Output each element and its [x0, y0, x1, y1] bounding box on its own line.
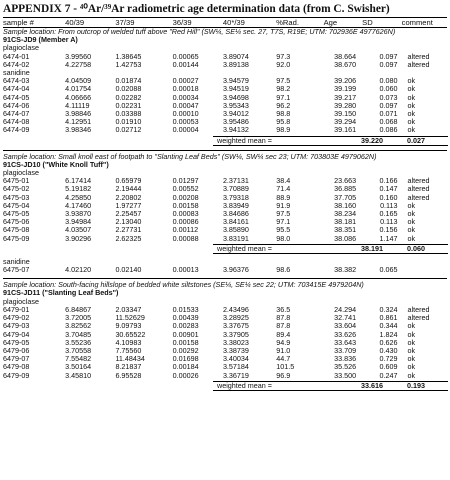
cell-ratio-36-39: 0.00053 — [172, 117, 199, 127]
sample-id: 91CS-JD9 (Member A) — [3, 35, 78, 45]
cell-sample: 6474-05 — [3, 92, 30, 102]
cell-pct-rad: 97.3 — [276, 51, 291, 61]
cell-pct-rad: 95.8 — [276, 117, 291, 127]
cell-ratio-40star-39: 2.43496 — [222, 304, 249, 314]
cell-ratio-40star-39: 3.83949 — [222, 200, 249, 210]
cell-age: 39.217 — [334, 92, 357, 102]
cell-ratio-37-39: 30.65522 — [115, 329, 146, 339]
cell-ratio-36-39: 0.00026 — [172, 370, 199, 380]
cell-sd: 0.097 — [379, 59, 398, 69]
cell-ratio-40-39: 3.82562 — [65, 321, 92, 331]
cell-pct-rad: 38.4 — [276, 176, 291, 186]
cell-pct-rad: 36.5 — [276, 304, 291, 314]
cell-comment: ok — [407, 84, 416, 94]
cell-ratio-40-39: 4.12951 — [65, 117, 92, 127]
cell-ratio-40star-39: 3.94698 — [222, 92, 249, 102]
cell-ratio-40-39: 3.98846 — [65, 109, 92, 119]
cell-age: 33.604 — [334, 321, 357, 331]
cell-ratio-37-39: 0.02712 — [115, 125, 142, 135]
cell-ratio-37-39: 1.38645 — [115, 51, 142, 61]
mineral-label: plagioclase — [3, 43, 39, 53]
cell-pct-rad: 101.5 — [276, 362, 295, 372]
cell-ratio-37-39: 11.52629 — [115, 313, 145, 323]
cell-sample: 6475-09 — [3, 233, 30, 243]
cell-sample: 6475-02 — [3, 184, 30, 194]
cell-ratio-36-39: 0.00065 — [172, 51, 199, 61]
cell-ratio-40-39: 3.94984 — [65, 217, 92, 227]
cell-ratio-36-39: 0.00018 — [172, 84, 199, 94]
cell-ratio-40star-39: 3.96376 — [222, 265, 249, 275]
weighted-mean-label: weighted mean = — [217, 135, 272, 145]
col-header-37-39: 37/39 — [115, 18, 135, 27]
cell-sd: 0.344 — [379, 321, 398, 331]
cell-comment: ok — [407, 217, 416, 227]
col-header-36-39: 36/39 — [172, 18, 192, 27]
cell-age: 38.382 — [334, 265, 357, 275]
cell-pct-rad: 44.7 — [276, 354, 291, 364]
cell-sd: 0.729 — [379, 354, 398, 364]
cell-age: 36.885 — [334, 184, 357, 194]
table-row — [3, 372, 447, 380]
weighted-mean-age: 39.220 — [361, 135, 383, 145]
cell-pct-rad: 98.6 — [276, 265, 291, 275]
cell-ratio-40star-39: 3.89074 — [222, 51, 249, 61]
cell-pct-rad: 96.2 — [276, 100, 291, 110]
cell-sample: 6479-07 — [3, 354, 30, 364]
cell-age: 32.741 — [334, 313, 357, 323]
cell-ratio-36-39: 0.00027 — [172, 76, 199, 86]
cell-ratio-37-39: 6.95528 — [115, 370, 142, 380]
sample-location: Sample location: From outcrop of welded tuff above "Red Hill" (SW¼, SE¼ sec. 27, T7S, R19E; UTM: 702936E 4977626N) — [3, 28, 396, 36]
cell-ratio-36-39: 0.00086 — [172, 217, 199, 227]
mineral-label: plagioclase — [3, 296, 39, 306]
weighted-mean-age: 33.616 — [361, 380, 383, 390]
cell-ratio-40-39: 3.50164 — [65, 362, 92, 372]
cell-sample: 6475-04 — [3, 200, 30, 210]
cell-ratio-40star-39: 3.36719 — [222, 370, 249, 380]
cell-sd: 0.166 — [379, 176, 398, 186]
cell-ratio-37-39: 2.27731 — [115, 225, 142, 235]
cell-sd: 0.086 — [379, 125, 398, 135]
cell-ratio-40-39: 4.11119 — [65, 100, 90, 110]
cell-sample: 6474-02 — [3, 59, 30, 69]
cell-ratio-40-39: 4.22758 — [65, 59, 92, 69]
cell-sd: 0.165 — [379, 209, 398, 219]
cell-sd: 0.247 — [379, 370, 398, 380]
cell-sample: 6475-05 — [3, 209, 30, 219]
cell-sd: 0.160 — [379, 192, 398, 202]
col-header-age: Age — [323, 18, 338, 27]
cell-ratio-36-39: 0.00004 — [172, 125, 199, 135]
cell-ratio-36-39: 0.00283 — [172, 321, 199, 331]
cell-sample: 6474-03 — [3, 76, 30, 86]
cell-pct-rad: 98.2 — [276, 84, 291, 94]
cell-sd: 0.068 — [379, 117, 398, 127]
cell-age: 38.160 — [334, 200, 357, 210]
cell-pct-rad: 97.1 — [276, 217, 291, 227]
cell-pct-rad: 94.9 — [276, 337, 291, 347]
cell-pct-rad: 92.0 — [276, 59, 291, 69]
cell-sample: 6475-08 — [3, 225, 30, 235]
table-row — [3, 235, 447, 243]
cell-ratio-37-39: 1.97277 — [115, 200, 142, 210]
col-header-40-39: 40/39 — [65, 18, 85, 27]
cell-ratio-37-39: 4.10983 — [115, 337, 142, 347]
cell-comment: ok — [407, 109, 416, 119]
cell-ratio-36-39: 0.00112 — [172, 225, 199, 235]
cell-ratio-40-39: 4.02120 — [65, 265, 92, 275]
cell-ratio-40star-39: 3.40034 — [222, 354, 249, 364]
cell-sd: 0.065 — [379, 265, 398, 275]
cell-ratio-36-39: 0.00047 — [172, 100, 199, 110]
cell-sd: 0.073 — [379, 92, 398, 102]
cell-age: 39.199 — [334, 84, 357, 94]
cell-sample: 6475-07 — [3, 265, 30, 275]
table-row — [3, 126, 447, 134]
cell-ratio-36-39: 0.00088 — [172, 233, 199, 243]
cell-ratio-40star-39: 3.84161 — [222, 217, 249, 227]
cell-ratio-40star-39: 3.94132 — [222, 125, 249, 135]
cell-sd: 0.147 — [379, 184, 398, 194]
cell-pct-rad: 97.1 — [276, 92, 291, 102]
cell-comment — [398, 266, 447, 274]
cell-comment: altered — [407, 184, 430, 194]
cell-ratio-36-39: 0.00010 — [172, 109, 199, 119]
sample-location: Sample location: South-facing hillslope of bedded white siltstones (SE¼, SE¼ sec 22; UTM: 703415E 4979204N) — [3, 281, 364, 290]
cell-comment: ok — [407, 329, 416, 339]
cell-sd: 0.113 — [380, 217, 398, 227]
cell-age: 37.705 — [334, 192, 357, 202]
weighted-mean-age: 38.191 — [361, 243, 383, 253]
cell-ratio-37-39: 0.02088 — [115, 84, 142, 94]
weighted-mean-label: weighted mean = — [217, 380, 272, 390]
cell-ratio-37-39: 0.03388 — [115, 109, 142, 119]
cell-ratio-37-39: 2.25457 — [115, 209, 142, 219]
page-title: APPENDIX 7 - ⁴⁰Ar/³⁹Ar radiometric age determination data (from C. Swisher) — [3, 3, 390, 15]
cell-age: 33.643 — [334, 337, 357, 347]
cell-comment: ok — [407, 233, 416, 243]
cell-ratio-40star-39: 3.79318 — [222, 192, 249, 202]
cell-sample: 6479-02 — [3, 313, 30, 323]
cell-comment: ok — [407, 209, 416, 219]
cell-ratio-40star-39: 3.37905 — [222, 329, 249, 339]
cell-ratio-40star-39: 3.84686 — [222, 209, 249, 219]
cell-comment: ok — [407, 100, 416, 110]
weighted-mean-sd: 0.027 — [407, 135, 425, 145]
cell-pct-rad: 87.8 — [276, 313, 291, 323]
cell-sd: 0.097 — [379, 100, 398, 110]
cell-sd: 0.626 — [379, 337, 398, 347]
cell-sd: 0.430 — [379, 345, 398, 355]
cell-ratio-36-39: 0.00013 — [172, 265, 199, 275]
cell-age: 38.664 — [334, 51, 357, 61]
cell-ratio-36-39: 0.00901 — [172, 329, 199, 339]
cell-ratio-37-39: 1.42753 — [115, 59, 142, 69]
sample-id: 91CS-JD11 ("Slanting Leaf Beds") — [3, 288, 119, 298]
cell-pct-rad: 97.5 — [276, 76, 291, 86]
col-header-rad: %Rad. — [276, 18, 299, 27]
cell-ratio-37-39: 2.13040 — [115, 217, 142, 227]
mineral-label: sanidine — [3, 68, 30, 78]
cell-ratio-40-39: 4.03507 — [65, 225, 92, 235]
cell-sample: 6474-06 — [3, 100, 30, 110]
cell-ratio-40-39: 6.84867 — [65, 304, 92, 314]
cell-ratio-37-39: 0.02231 — [115, 100, 142, 110]
cell-ratio-40star-39: 3.95486 — [222, 117, 249, 127]
cell-ratio-37-39: 2.62325 — [115, 233, 142, 243]
cell-age: 39.206 — [334, 76, 357, 86]
cell-comment: ok — [407, 200, 416, 210]
col-header-40star-39: 40*/39 — [222, 18, 245, 27]
cell-ratio-40-39: 4.04509 — [65, 76, 92, 86]
cell-sample: 6474-01 — [3, 51, 30, 61]
cell-sample: 6479-06 — [3, 345, 30, 355]
cell-age: 38.086 — [334, 233, 357, 243]
cell-comment: ok — [407, 92, 416, 102]
cell-ratio-40star-39: 3.94519 — [222, 84, 249, 94]
cell-age: 35.526 — [334, 362, 357, 372]
cell-sd: 0.060 — [379, 84, 398, 94]
cell-comment: altered — [407, 176, 430, 186]
cell-sample: 6474-08 — [3, 117, 30, 127]
cell-ratio-36-39: 0.00552 — [172, 184, 199, 194]
cell-ratio-36-39: 0.00439 — [172, 313, 199, 323]
weighted-mean-sd: 0.193 — [407, 380, 425, 390]
cell-pct-rad: 71.4 — [276, 184, 291, 194]
cell-ratio-40-39: 4.06666 — [65, 92, 92, 102]
cell-sample: 6475-03 — [3, 192, 30, 202]
cell-ratio-36-39: 0.00083 — [172, 209, 199, 219]
cell-sd: 1.147 — [379, 233, 398, 243]
cell-ratio-40star-39: 3.57184 — [222, 362, 249, 372]
cell-ratio-37-39: 0.02282 — [115, 92, 142, 102]
cell-sample: 6474-07 — [3, 109, 30, 119]
cell-comment: ok — [407, 125, 416, 135]
cell-ratio-36-39: 0.01698 — [172, 354, 199, 364]
cell-comment: ok — [407, 354, 416, 364]
cell-ratio-40-39: 6.17414 — [65, 176, 92, 186]
cell-ratio-37-39: 7.75560 — [115, 345, 142, 355]
cell-sd: 0.080 — [379, 76, 398, 86]
cell-sample: 6474-09 — [3, 125, 30, 135]
cell-ratio-37-39: 0.65979 — [115, 176, 142, 186]
mineral-label: plagioclase — [3, 168, 39, 178]
cell-pct-rad: 98.0 — [276, 233, 291, 243]
cell-age: 38.181 — [334, 217, 357, 227]
cell-ratio-40star-39: 3.83191 — [222, 233, 249, 243]
cell-sample: 6479-08 — [3, 362, 30, 372]
cell-sample: 6475-06 — [3, 217, 30, 227]
cell-pct-rad: 87.8 — [276, 321, 291, 331]
cell-ratio-40-39: 3.70558 — [65, 345, 92, 355]
cell-age: 38.351 — [334, 225, 357, 235]
cell-ratio-40-39: 4.17460 — [65, 200, 92, 210]
cell-ratio-36-39: 0.01297 — [172, 176, 199, 186]
cell-pct-rad: 95.5 — [276, 225, 291, 235]
cell-ratio-36-39: 0.00184 — [172, 362, 199, 372]
sample-section — [3, 278, 447, 390]
mineral-label: sanidine — [3, 256, 30, 266]
cell-ratio-40-39: 3.70485 — [65, 329, 92, 339]
cell-age: 38.670 — [334, 59, 357, 69]
cell-ratio-40star-39: 3.85890 — [222, 225, 249, 235]
cell-age: 33.709 — [334, 345, 357, 355]
cell-pct-rad: 88.9 — [276, 192, 291, 202]
weighted-mean-row — [3, 136, 447, 146]
table-row — [3, 61, 447, 69]
cell-pct-rad: 98.9 — [276, 125, 291, 135]
cell-ratio-40-39: 3.98346 — [65, 125, 92, 135]
cell-comment: ok — [407, 362, 416, 372]
cell-ratio-37-39: 11.48434 — [115, 354, 145, 364]
cell-age: 39.161 — [334, 125, 357, 135]
col-header-sample: sample # — [3, 18, 34, 27]
cell-comment: ok — [407, 370, 416, 380]
sample-section — [3, 28, 447, 146]
cell-ratio-40star-39: 3.28925 — [222, 313, 249, 323]
cell-sd: 1.824 — [379, 329, 398, 339]
cell-sample: 6479-04 — [3, 329, 30, 339]
sample-section — [3, 150, 447, 275]
cell-comment: altered — [407, 192, 430, 202]
cell-ratio-37-39: 0.01874 — [115, 76, 142, 86]
cell-ratio-40-39: 3.45810 — [65, 370, 92, 380]
cell-pct-rad: 91.0 — [276, 345, 291, 355]
cell-ratio-37-39: 8.21837 — [115, 362, 142, 372]
cell-ratio-40star-39: 3.38023 — [222, 337, 249, 347]
cell-sample: 6479-05 — [3, 337, 30, 347]
cell-age: 24.294 — [334, 304, 357, 314]
cell-pct-rad: 96.9 — [276, 370, 291, 380]
cell-ratio-40star-39: 2.37131 — [222, 176, 249, 186]
weighted-mean-row — [3, 244, 447, 254]
cell-ratio-40star-39: 3.95343 — [222, 100, 249, 110]
cell-ratio-37-39: 9.09793 — [115, 321, 142, 331]
cell-ratio-36-39: 0.00158 — [172, 200, 199, 210]
cell-sample: 6474-04 — [3, 84, 30, 94]
cell-pct-rad: 91.9 — [276, 200, 291, 210]
table-body — [3, 28, 447, 391]
cell-pct-rad: 98.8 — [276, 109, 291, 119]
cell-sd: 0.097 — [379, 51, 398, 61]
weighted-mean-row — [3, 381, 447, 391]
cell-comment: ok — [407, 337, 416, 347]
cell-comment: altered — [407, 304, 430, 314]
cell-ratio-40star-39: 3.38739 — [222, 345, 249, 355]
cell-age: 39.280 — [334, 100, 357, 110]
cell-sample: 6475-01 — [3, 176, 30, 186]
cell-pct-rad: 89.4 — [276, 329, 291, 339]
cell-ratio-40star-39: 3.70889 — [222, 184, 249, 194]
cell-comment: altered — [407, 51, 430, 61]
cell-age: 39.294 — [334, 117, 357, 127]
cell-ratio-40-39: 3.55236 — [65, 337, 92, 347]
cell-ratio-37-39: 2.03347 — [115, 304, 142, 314]
cell-ratio-36-39: 0.00158 — [172, 337, 199, 347]
cell-comment: ok — [407, 76, 416, 86]
cell-age: 39.150 — [334, 109, 357, 119]
cell-sd: 0.324 — [379, 304, 398, 314]
cell-ratio-37-39: 2.20802 — [115, 192, 142, 202]
cell-pct-rad: 97.5 — [276, 209, 291, 219]
cell-age: 33.626 — [334, 329, 357, 339]
cell-sample: 6479-01 — [3, 304, 30, 314]
cell-ratio-36-39: 0.00034 — [172, 92, 199, 102]
cell-age: 38.234 — [334, 209, 357, 219]
table-header — [3, 17, 447, 28]
cell-sample: 6479-03 — [3, 321, 30, 331]
weighted-mean-sd: 0.060 — [407, 243, 425, 253]
cell-comment: ok — [407, 321, 416, 331]
col-header-comment: comment — [401, 18, 433, 27]
sample-id: 91CS-JD10 ("White Knoll Tuff") — [3, 159, 109, 169]
cell-ratio-37-39: 2.19444 — [115, 184, 142, 194]
sample-location: Sample location: Small knoll east of footpath to "Slanting Leaf Beds" (SW¼, SW¼ sec 23; UTM: 703803E 4979062N) — [3, 152, 377, 161]
cell-sd: 0.609 — [379, 362, 398, 372]
cell-ratio-40-39: 3.99560 — [65, 51, 92, 61]
cell-ratio-36-39: 0.01533 — [172, 304, 199, 314]
cell-comment: ok — [407, 225, 416, 235]
cell-ratio-40star-39: 3.37675 — [222, 321, 249, 331]
cell-ratio-40-39: 3.90296 — [65, 233, 92, 243]
cell-comment: altered — [407, 59, 430, 69]
cell-ratio-37-39: 0.01910 — [115, 117, 142, 127]
weighted-mean-label: weighted mean = — [217, 243, 272, 253]
cell-ratio-40-39: 4.25850 — [65, 192, 92, 202]
cell-ratio-40-39: 4.01754 — [65, 84, 92, 94]
cell-ratio-36-39: 0.00144 — [172, 59, 199, 69]
cell-ratio-40-39: 3.93870 — [65, 209, 92, 219]
col-header-sd: SD — [362, 18, 373, 27]
cell-comment: ok — [407, 117, 416, 127]
cell-sample: 6479-09 — [3, 370, 30, 380]
cell-sd: 0.071 — [379, 109, 398, 119]
cell-ratio-40-39: 3.72005 — [65, 313, 92, 323]
cell-comment: ok — [407, 345, 416, 355]
cell-sd: 0.113 — [380, 200, 398, 210]
cell-ratio-40-39: 5.19182 — [65, 184, 92, 194]
cell-ratio-37-39: 0.02140 — [115, 265, 142, 275]
cell-comment: altered — [407, 313, 430, 323]
table-row — [3, 266, 447, 274]
cell-ratio-40star-39: 3.94579 — [222, 76, 249, 86]
cell-ratio-40star-39: 3.94012 — [222, 109, 249, 119]
cell-sd: 0.861 — [379, 313, 398, 323]
cell-age: 33.500 — [334, 370, 357, 380]
cell-ratio-36-39: 0.00292 — [172, 345, 199, 355]
cell-age: 23.663 — [334, 176, 357, 186]
cell-ratio-40star-39: 3.89138 — [222, 59, 249, 69]
cell-age: 33.836 — [334, 354, 357, 364]
cell-sd: 0.156 — [379, 225, 398, 235]
cell-ratio-40-39: 7.55482 — [65, 354, 92, 364]
cell-ratio-36-39: 0.00208 — [172, 192, 199, 202]
